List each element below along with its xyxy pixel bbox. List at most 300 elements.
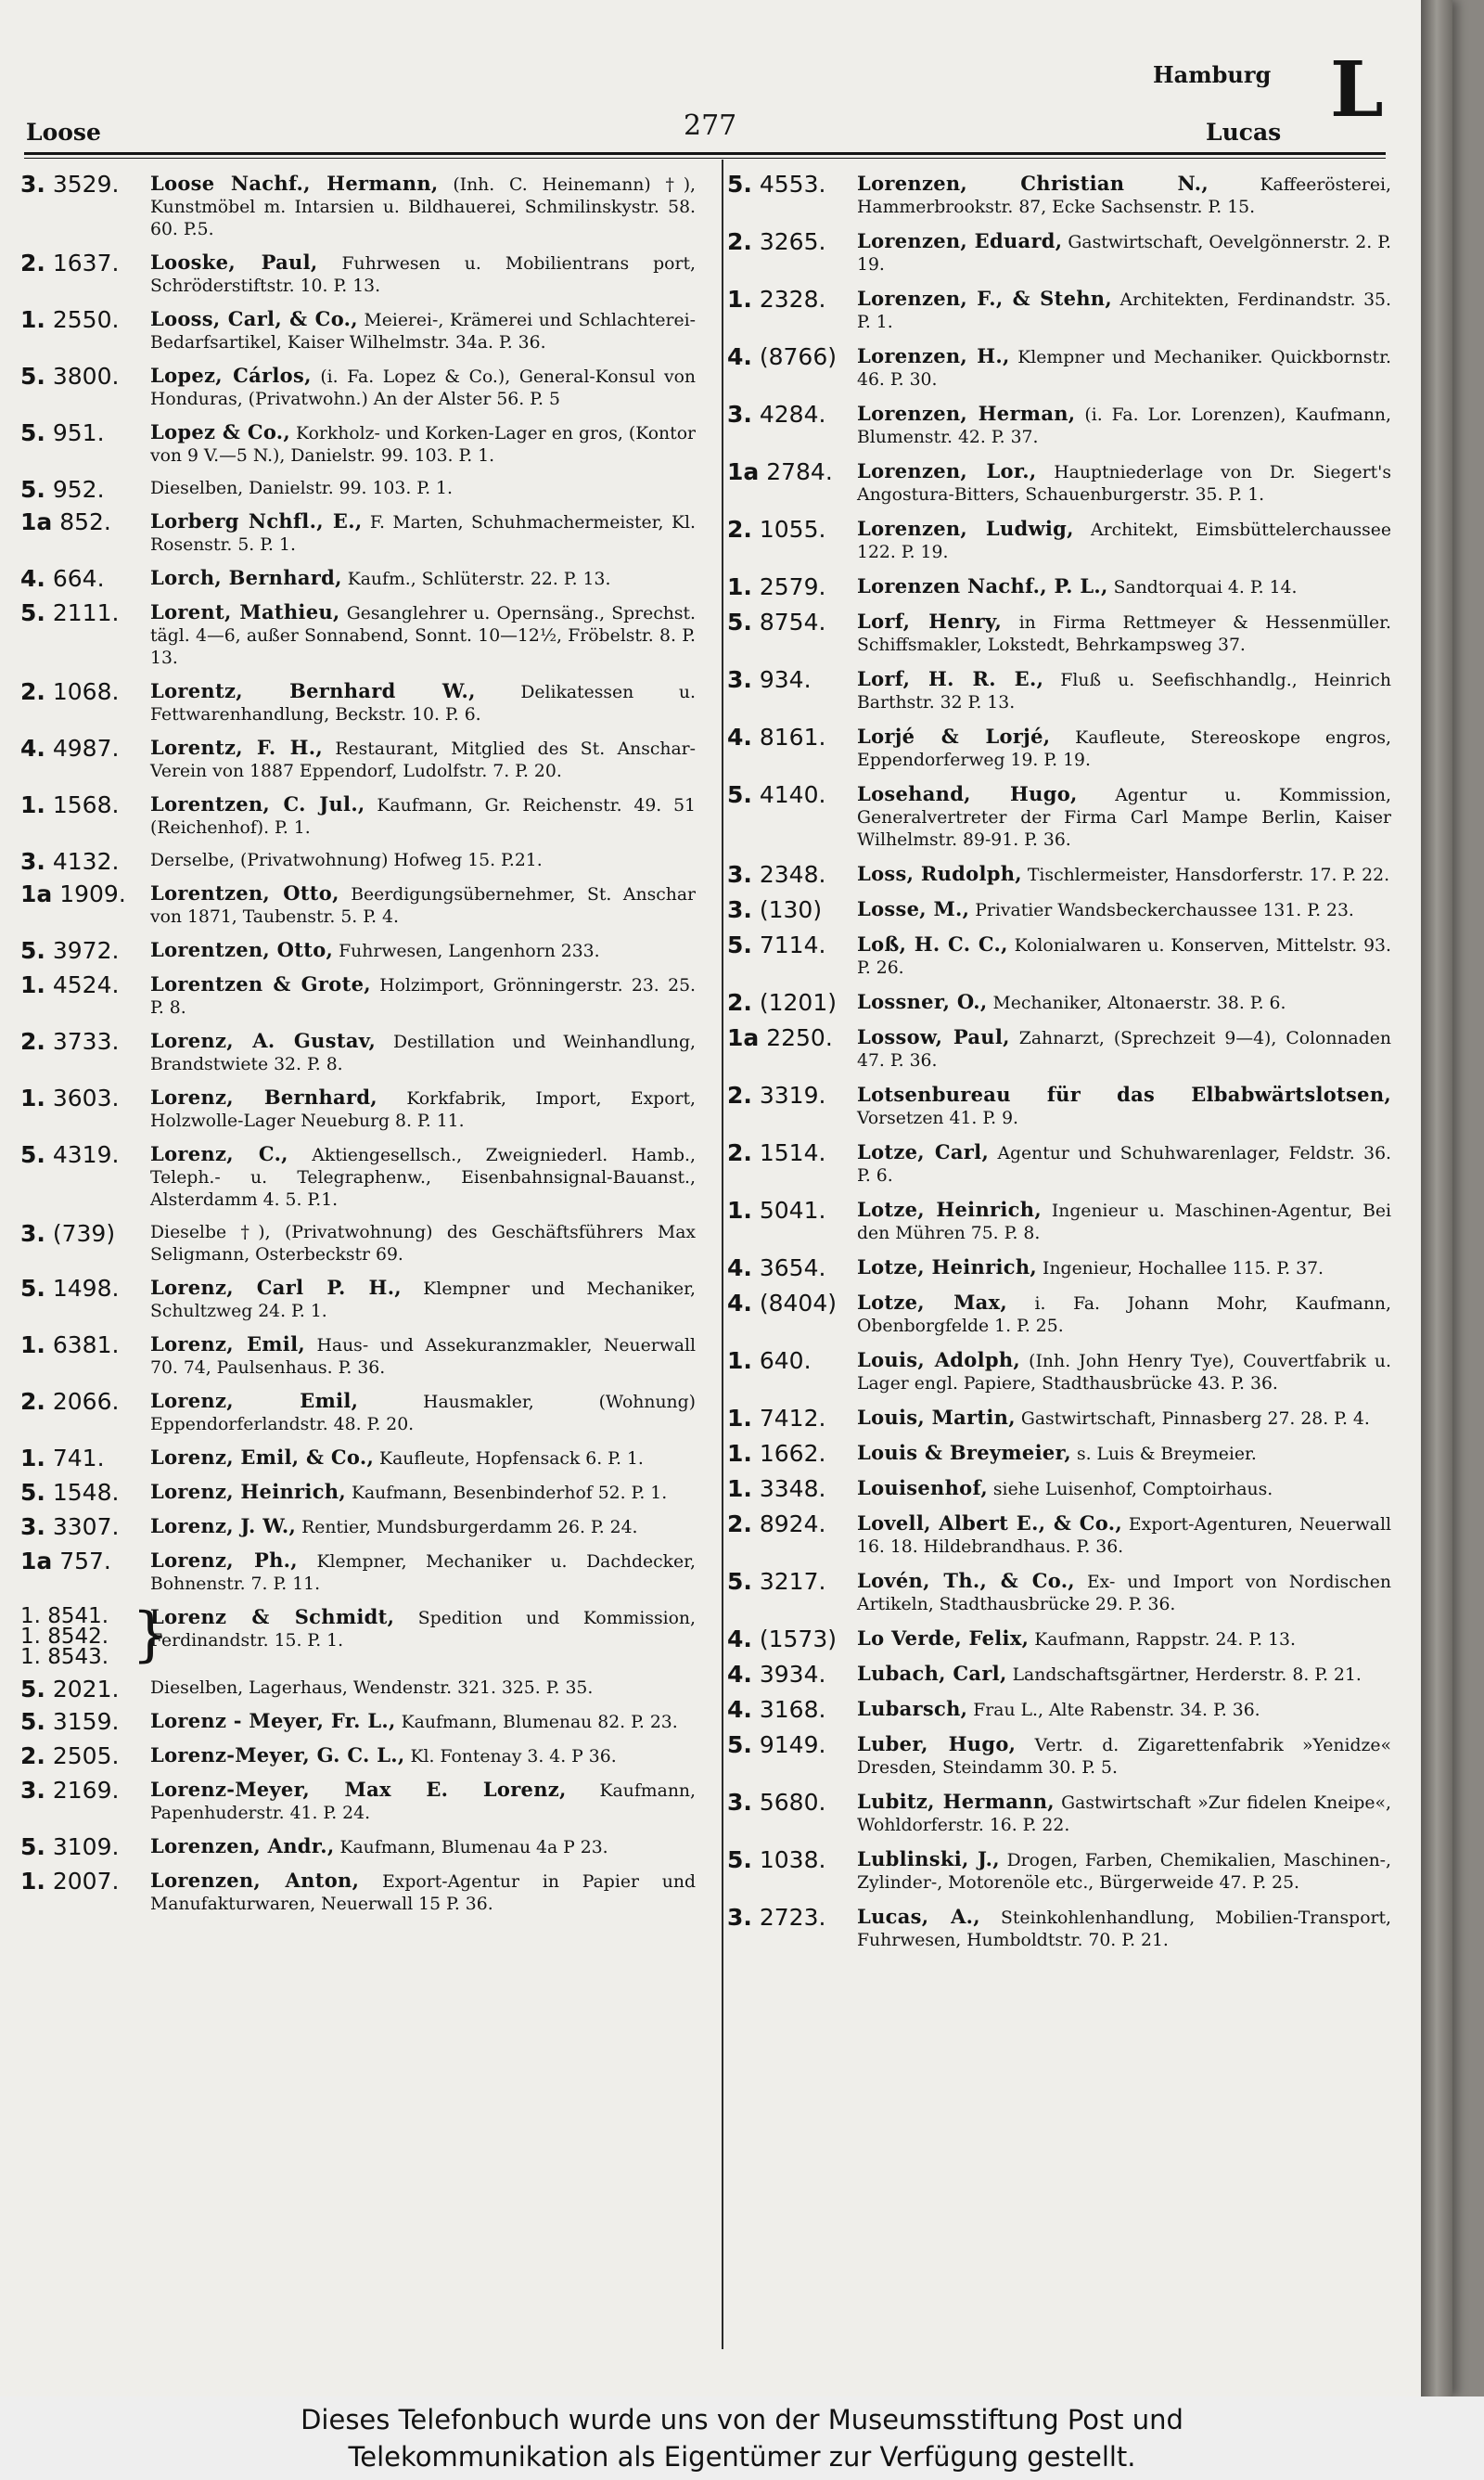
directory-entry <box>727 575 1391 599</box>
phone-number <box>727 1906 825 1930</box>
directory-entry <box>727 230 1391 276</box>
directory-entry <box>20 973 696 1020</box>
subscriber-number: 9149. <box>759 1731 826 1758</box>
directory-entry <box>20 737 696 783</box>
entry-text <box>857 1627 1391 1651</box>
subscriber-name: Lorenz-Meyer, G. C. L., <box>150 1743 405 1767</box>
directory-entry <box>727 783 1391 852</box>
exchange-district: 1. <box>727 1475 752 1502</box>
entry-text <box>857 288 1391 334</box>
subscriber-number: 3109. <box>52 1833 120 1860</box>
entry-text <box>857 1141 1391 1188</box>
entry-text <box>150 973 696 1020</box>
phone-number <box>20 1030 119 1054</box>
subscriber-number: 4987. <box>52 735 120 762</box>
page-edge <box>1421 0 1452 2396</box>
subscriber-number: 3307. <box>52 1513 120 1540</box>
subscriber-number: 640. <box>759 1347 812 1374</box>
exchange-district: 4. <box>727 343 752 370</box>
subscriber-number: 2169. <box>52 1777 120 1804</box>
directory-entry <box>727 726 1391 772</box>
directory-entry <box>727 1199 1391 1245</box>
phone-number <box>727 1848 825 1872</box>
subscriber-name: Looske, Paul, <box>150 251 318 274</box>
subscriber-name: Lorenzen, H., <box>857 344 1010 367</box>
entry-text <box>857 1733 1391 1780</box>
subscriber-details: Architekt, Eimsbüttelerchaussee 122. P. 19. <box>857 520 1391 562</box>
subscriber-name: Losehand, Hugo, <box>857 782 1078 805</box>
subscriber-name: Lorentz, Bernhard W., <box>150 679 476 702</box>
exchange-district: 1. <box>727 1405 752 1432</box>
subscriber-details: Ex- und Import von Nordischen Artikeln, Stadthausbrücke 29. P. 36. <box>857 1573 1391 1614</box>
subscriber-name: Lopez & Co., <box>150 420 291 443</box>
directory-entry <box>20 882 696 929</box>
exchange-district: 1. <box>727 286 752 313</box>
subscriber-name: Lubitz, Hermann, <box>857 1790 1055 1813</box>
subscriber-name: Lorentzen, C. Jul., <box>150 792 365 816</box>
footer-line-1: Dieses Telefonbuch wurde uns von der Museumsstiftung Post und <box>301 2404 1183 2435</box>
phone-number <box>20 1835 119 1859</box>
subscriber-number: 3159. <box>52 1708 120 1735</box>
entry-text <box>150 173 696 241</box>
exchange-district: 4. <box>727 1661 752 1688</box>
phone-number-group <box>20 1606 109 1667</box>
phone-number <box>727 898 822 922</box>
subscriber-number: 2328. <box>759 286 826 313</box>
subscriber-details: (Inh. C. Heinemann) †), Kunstmöbel m. Intarsien u. Bildhauerei, Schmilinskystr. 58. 60. P.5. <box>150 175 696 239</box>
phone-number <box>20 882 126 906</box>
directory-entry <box>20 1779 696 1825</box>
directory-entry <box>727 1698 1391 1722</box>
subscriber-name: Lorenz, Carl P. H., <box>150 1276 402 1299</box>
subscriber-details: Spedition und Kommission, Ferdinandstr. 15. P. 1. <box>150 1609 696 1651</box>
entry-text <box>857 783 1391 852</box>
subscriber-details: Vertr. d. Zigarettenfabrik »Yenidze« Dresden, Steindamm 30. P. 5. <box>857 1736 1391 1778</box>
phone-number <box>20 421 105 445</box>
directory-entry <box>20 1744 696 1768</box>
subscriber-number: 4524. <box>52 971 120 998</box>
column-divider <box>722 160 723 2349</box>
subscriber-number: 2250. <box>766 1024 833 1051</box>
subscriber-name: Lorenz, Bernhard, <box>150 1086 377 1109</box>
subscriber-name: Lorenz - Meyer, Fr. L., <box>150 1709 396 1732</box>
subscriber-details: Klempner, Mechaniker u. Dachdecker, Bohnenstr. 7. P. 11. <box>150 1552 696 1594</box>
exchange-district: 3. <box>727 861 752 888</box>
subscriber-name: Lorenz, C., <box>150 1142 288 1165</box>
phone-number <box>727 345 837 369</box>
exchange-district: 3. <box>20 1220 45 1247</box>
directory-entry <box>727 1848 1391 1895</box>
phone-number <box>727 1026 833 1050</box>
subscriber-name: Lorf, H. R. E., <box>857 667 1044 690</box>
entry-text <box>857 345 1391 392</box>
subscriber-name: Lossow, Paul, <box>857 1025 1010 1048</box>
subscriber-name: Loose Nachf., Hermann, <box>150 172 439 195</box>
exchange-district: 3. <box>20 1513 45 1540</box>
subscriber-name: Lotze, Heinrich, <box>857 1255 1038 1279</box>
directory-entry <box>727 345 1391 392</box>
subscriber-details: (Inh. John Henry Tye), Couvertfabrik u. Lager engl. Papiere, Stadthausbrücke 43. P. 36. <box>857 1352 1391 1394</box>
subscriber-details: Privatier Wandsbeckerchaussee 131. P. 23. <box>975 901 1354 920</box>
subscriber-name: Lubarsch, <box>857 1697 968 1720</box>
directory-entry <box>727 518 1391 564</box>
exchange-district: 2. <box>20 1388 45 1415</box>
subscriber-number: 2579. <box>759 573 826 600</box>
phone-number <box>727 288 825 312</box>
subscriber-name: Lorenzen, Christian N., <box>857 172 1209 195</box>
subscriber-details: Agentur u. Kommission, Generalvertreter der Firma Carl Mampe Berlin, Kaiser Wilhelmstr. 89-91. P. 36. <box>857 786 1391 850</box>
directory-entry <box>727 1906 1391 1952</box>
phone-number <box>727 1698 825 1722</box>
entry-text <box>857 726 1391 772</box>
phone-number <box>727 1570 825 1594</box>
subscriber-name: Lorenzen, Andr., <box>150 1834 335 1857</box>
subscriber-details: Architekten, Ferdinandstr. 35. P. 1. <box>857 290 1391 332</box>
subscriber-details: Export-Agenturen, Neuerwall 16. 18. Hildebrandhaus. P. 36. <box>857 1515 1391 1557</box>
exchange-district: 1. <box>20 306 45 333</box>
directory-entry <box>20 1333 696 1380</box>
phone-number <box>727 1291 837 1316</box>
entry-text <box>857 518 1391 564</box>
directory-entry <box>20 1676 696 1703</box>
subscriber-number: 3654. <box>759 1254 826 1281</box>
subscriber-number: 3972. <box>52 937 120 964</box>
subscriber-number: 7114. <box>759 932 826 958</box>
phone-number <box>727 1512 825 1536</box>
subscriber-name: Lo Verde, Felix, <box>857 1626 1030 1650</box>
directory-entry <box>727 1733 1391 1780</box>
entry-text <box>857 668 1391 714</box>
right-column <box>727 173 1391 1963</box>
directory-entry <box>727 1084 1391 1130</box>
phone-number <box>727 1084 825 1108</box>
subscriber-name: Lovell, Albert E., & Co., <box>857 1511 1122 1535</box>
exchange-district: 5. <box>727 1568 752 1595</box>
phone-number <box>20 567 105 591</box>
entry-text <box>150 1481 696 1505</box>
directory-entry <box>727 288 1391 334</box>
subscriber-name: Lorenzen, F., & Stehn, <box>857 287 1112 310</box>
directory-entry <box>20 1222 696 1266</box>
exchange-district: 5. <box>20 1479 45 1506</box>
phone-number <box>20 1515 119 1539</box>
subscriber-name: Lorenz, Emil, & Co., <box>150 1446 375 1469</box>
subscriber-details: Kaffeerösterei, Hammerbrookstr. 87, Ecke Sachsenstr. P. 15. <box>857 175 1391 217</box>
entry-text <box>150 1549 696 1596</box>
subscriber-name: Lotze, Carl, <box>857 1140 990 1163</box>
phone-number <box>20 251 119 276</box>
phone-number <box>20 973 119 997</box>
subscriber-details: Derselbe, (Privatwohnung) Hofweg 15. P.21. <box>150 851 543 870</box>
phone-number <box>20 1143 119 1167</box>
subscriber-name: Lorjé & Lorjé, <box>857 725 1051 748</box>
subscriber-details: Fuhrwesen u. Mobilientrans port, Schröderstiftstr. 10. P. 13. <box>150 254 696 296</box>
subscriber-name: Lorf, Henry, <box>857 610 1003 633</box>
subscriber-details: Kaufmann, Blumenau 4a P 23. <box>339 1838 608 1857</box>
exchange-district: 1. <box>20 971 45 998</box>
entry-text <box>150 478 696 500</box>
subscriber-number: 6381. <box>52 1331 120 1358</box>
subscriber-details: Kaufmann, Rappstr. 24. P. 13. <box>1034 1630 1296 1650</box>
footer-line-2: Telekommunikation als Eigentümer zur Verfügung gestellt. <box>348 2441 1136 2473</box>
exchange-district: 5. <box>20 1708 45 1735</box>
subscriber-name: Luber, Hugo, <box>857 1732 1017 1755</box>
exchange-district: 4. <box>727 1254 752 1281</box>
subscriber-name: Lorenz, Heinrich, <box>150 1480 346 1503</box>
phone-number: 1. 8542. <box>20 1625 109 1649</box>
exchange-district: 2. <box>20 1742 45 1769</box>
entry-text <box>150 251 696 298</box>
subscriber-number: (8404) <box>759 1290 837 1317</box>
entry-text <box>150 1744 696 1768</box>
subscriber-details: Gastwirtschaft »Zur fidelen Kneipe«, Wohldorferstr. 16. P. 22. <box>857 1793 1391 1835</box>
entry-text <box>857 1349 1391 1395</box>
phone-number <box>727 460 833 484</box>
entry-text <box>857 1512 1391 1559</box>
phone-number <box>20 365 119 389</box>
subscriber-name: Louis, Martin, <box>857 1406 1016 1429</box>
subscriber-number: 2505. <box>52 1742 120 1769</box>
subscriber-number: (130) <box>759 896 823 923</box>
subscriber-number: 2348. <box>759 861 826 888</box>
subscriber-name: Lorenzen, Herman, <box>857 402 1076 425</box>
subscriber-number: 1038. <box>759 1846 826 1873</box>
phone-number <box>20 1549 111 1574</box>
subscriber-number: 7412. <box>759 1405 826 1432</box>
entry-text <box>150 1030 696 1076</box>
subscriber-number: 3529. <box>52 171 120 198</box>
phone-number <box>20 1870 119 1894</box>
entry-text <box>150 1606 696 1652</box>
subscriber-details: Restaurant, Mitglied des St. Anschar-Verein von 1887 Eppendorf, Ludolfstr. 7. P. 20. <box>150 739 696 781</box>
entry-text <box>857 1442 1391 1466</box>
subscriber-details: Ingenieur u. Maschinen-Agentur, Bei den Mühren 75. P. 8. <box>857 1201 1391 1243</box>
directory-entry <box>727 991 1391 1015</box>
entry-text <box>150 1333 696 1380</box>
exchange-district: 2. <box>727 989 752 1016</box>
entry-text <box>857 1791 1391 1837</box>
entry-text <box>857 1698 1391 1722</box>
exchange-district: 4. <box>727 1696 752 1723</box>
exchange-district: 1a <box>20 880 53 907</box>
directory-entry <box>20 680 696 726</box>
subscriber-details: Gastwirtschaft, Oevelgönnerstr. 2. P. 19. <box>857 233 1391 275</box>
subscriber-name: Loß, H. C. C., <box>857 932 1008 956</box>
subscriber-number: (8766) <box>759 343 837 370</box>
subscriber-name: Louisenhof, <box>857 1476 988 1499</box>
exchange-district: 5. <box>20 1275 45 1302</box>
subscriber-details: F. Marten, Schuhmachermeister, Kl. Rosenstr. 5. P. 1. <box>150 513 696 555</box>
exchange-district: 1. <box>20 791 45 818</box>
directory-entry <box>727 1663 1391 1687</box>
exchange-district: 5. <box>20 363 45 390</box>
subscriber-number: 5041. <box>759 1197 826 1224</box>
subscriber-details: Kaufm., Schlüterstr. 22. P. 13. <box>347 570 611 589</box>
subscriber-details: Destillation und Weinhandlung, Brandstwiete 32. P. 8. <box>150 1033 696 1074</box>
subscriber-details: Kaufleute, Hopfensack 6. P. 1. <box>379 1449 644 1469</box>
subscriber-details: siehe Luisenhof, Comptoirhaus. <box>992 1480 1273 1499</box>
directory-entry <box>20 1515 696 1539</box>
subscriber-details: Export-Agentur in Papier und Manufakturwaren, Neuerwall 15 P. 36. <box>150 1872 696 1914</box>
exchange-district: 3. <box>727 896 752 923</box>
directory-entry <box>20 308 696 354</box>
phone-number <box>727 1663 825 1687</box>
subscriber-details: Meierei-, Krämerei und Schlachterei-Bedarfsartikel, Kaiser Wilhelmstr. 34a. P. 36. <box>150 311 696 353</box>
entry-text <box>150 939 696 963</box>
phone-number <box>727 1791 825 1815</box>
entry-text <box>857 575 1391 599</box>
phone-number <box>727 575 825 599</box>
entry-text <box>857 1256 1391 1280</box>
directory-entry <box>20 848 696 875</box>
phone-number <box>727 1407 825 1431</box>
subscriber-details: Kaufmann, Besenbinderhof 52. P. 1. <box>351 1484 668 1503</box>
entry-text <box>857 1477 1391 1501</box>
directory-entry <box>20 601 696 670</box>
directory-entry <box>20 1446 696 1471</box>
directory-entry <box>20 1277 696 1323</box>
exchange-district: 3. <box>727 1789 752 1816</box>
exchange-district: 2. <box>727 1510 752 1537</box>
entry-text <box>857 933 1391 980</box>
subscriber-name: Lorentzen, Otto, <box>150 881 339 905</box>
subscriber-name: Lorenzen, Ludwig, <box>857 517 1074 540</box>
subscriber-number: 664. <box>52 565 105 592</box>
directory-entry <box>727 1442 1391 1466</box>
exchange-district: 1a <box>727 1024 760 1051</box>
phone-number <box>20 510 111 534</box>
directory-entry <box>20 1600 696 1669</box>
phone-number <box>20 601 119 625</box>
phone-number <box>20 308 119 332</box>
subscriber-name: Lublinski, J., <box>857 1847 1000 1870</box>
subscriber-number: 3603. <box>52 1085 120 1112</box>
phone-number: 1. 8543. <box>20 1645 109 1669</box>
subscriber-name: Lopez, Cárlos, <box>150 364 312 387</box>
directory-entry <box>727 1791 1391 1837</box>
subscriber-number: 8924. <box>759 1510 826 1537</box>
exchange-district: 3. <box>20 1777 45 1804</box>
exchange-district: 3. <box>20 848 45 875</box>
directory-entry <box>727 1627 1391 1651</box>
subscriber-details: Kaufleute, Stereoskope engros, Eppendorferweg 19. P. 19. <box>857 728 1391 770</box>
exchange-district: 1. <box>20 1331 45 1358</box>
subscriber-name: Lorberg Nchfl., E., <box>150 509 363 533</box>
subscriber-details: Zahnarzt, (Sprechzeit 9—4), Colonnaden 47. P. 36. <box>857 1029 1391 1071</box>
subscriber-details: Agentur und Schuhwarenlager, Feldstr. 36. P. 6. <box>857 1144 1391 1186</box>
exchange-district: 2. <box>20 678 45 705</box>
subscriber-number: 4132. <box>52 848 120 875</box>
phone-number <box>20 173 119 197</box>
entry-text <box>150 308 696 354</box>
subscriber-name: Loss, Rudolph, <box>857 862 1022 885</box>
subscriber-number: 1514. <box>759 1139 826 1166</box>
exchange-district: 1a <box>20 508 53 535</box>
subscriber-number: (739) <box>52 1220 116 1247</box>
subscriber-number: 934. <box>759 666 812 693</box>
subscriber-name: Lotze, Max, <box>857 1291 1007 1314</box>
subscriber-details: Tischlermeister, Hansdorferstr. 17. P. 22. <box>1027 866 1390 885</box>
subscriber-number: 2021. <box>52 1676 120 1703</box>
subscriber-name: Lorenz, Emil, <box>150 1389 359 1412</box>
directory-entry <box>20 1143 696 1212</box>
subscriber-details: Kaufmann, Papenhuderstr. 41. P. 24. <box>150 1781 696 1823</box>
phone-number <box>727 230 825 254</box>
exchange-district: 4. <box>20 735 45 762</box>
phone-number <box>20 1390 119 1414</box>
subscriber-number: 1548. <box>52 1479 120 1506</box>
subscriber-details: (i. Fa. Lor. Lorenzen), Kaufmann, Blumenstr. 42. P. 37. <box>857 405 1391 447</box>
subscriber-details: Kl. Fontenay 3. 4. P 36. <box>410 1747 617 1767</box>
subscriber-number: 3319. <box>759 1082 826 1109</box>
subscriber-number: 741. <box>52 1445 105 1471</box>
subscriber-name: Lossner, O., <box>857 990 988 1013</box>
exchange-district: 5. <box>20 599 45 626</box>
directory-entry <box>727 1291 1391 1338</box>
phone-number <box>727 518 825 542</box>
page-number: 277 <box>684 109 737 142</box>
entry-text <box>150 793 696 840</box>
header-rule <box>24 152 1386 155</box>
entry-text <box>150 1870 696 1916</box>
subscriber-details: Landschaftsgärtner, Herderstr. 8. P. 21. <box>1012 1665 1362 1685</box>
subscriber-number: 3168. <box>759 1696 826 1723</box>
exchange-district: 3. <box>727 666 752 693</box>
header-first-entry: Loose <box>26 119 101 146</box>
subscriber-name: Looss, Carl, & Co., <box>150 307 358 330</box>
entry-text <box>857 863 1391 887</box>
phone-number <box>727 783 825 807</box>
subscriber-number: (1201) <box>759 989 837 1016</box>
directory-entry <box>727 610 1391 657</box>
subscriber-details: Kolonialwaren u. Konserven, Mittelstr. 93. P. 26. <box>857 936 1391 978</box>
phone-number <box>727 726 825 750</box>
exchange-district: 4. <box>20 565 45 592</box>
exchange-district: 1. <box>727 1440 752 1467</box>
entry-text <box>150 1143 696 1212</box>
entry-text <box>857 403 1391 449</box>
subscriber-name: Lorenz, A. Gustav, <box>150 1029 377 1052</box>
brace-glyph: } <box>132 1600 170 1669</box>
subscriber-number: 2550. <box>52 306 120 333</box>
subscriber-details: Fuhrwesen, Langenhorn 233. <box>339 942 600 961</box>
phone-number <box>727 1349 812 1373</box>
header-letter: L <box>1330 45 1384 135</box>
directory-entry <box>20 567 696 591</box>
subscriber-details: Vorsetzen 41. P. 9. <box>857 1109 1019 1128</box>
entry-text <box>857 1570 1391 1616</box>
subscriber-details: Kaufmann, Blumenau 82. P. 23. <box>401 1713 678 1732</box>
subscriber-name: Losse, M., <box>857 897 970 920</box>
exchange-district: 5. <box>20 476 45 503</box>
phone-number <box>727 991 837 1015</box>
subscriber-name: Lubach, Carl, <box>857 1662 1007 1685</box>
subscriber-number: 1637. <box>52 250 120 276</box>
entry-text <box>150 365 696 411</box>
exchange-district: 2. <box>727 1139 752 1166</box>
subscriber-number: 4284. <box>759 401 826 428</box>
subscriber-name: Lorenz, Emil, <box>150 1332 305 1356</box>
subscriber-name: Lorch, Bernhard, <box>150 566 342 589</box>
directory-entry <box>20 1390 696 1436</box>
entry-text <box>857 1663 1391 1687</box>
subscriber-number: (1573) <box>759 1625 837 1652</box>
phone-number <box>20 793 119 817</box>
entry-text <box>150 850 696 872</box>
subscriber-name: Lorenzen Nachf., P. L., <box>857 574 1108 598</box>
subscriber-number: 951. <box>52 419 105 446</box>
subscriber-details: Ingenieur, Hochallee 115. P. 37. <box>1043 1259 1324 1279</box>
